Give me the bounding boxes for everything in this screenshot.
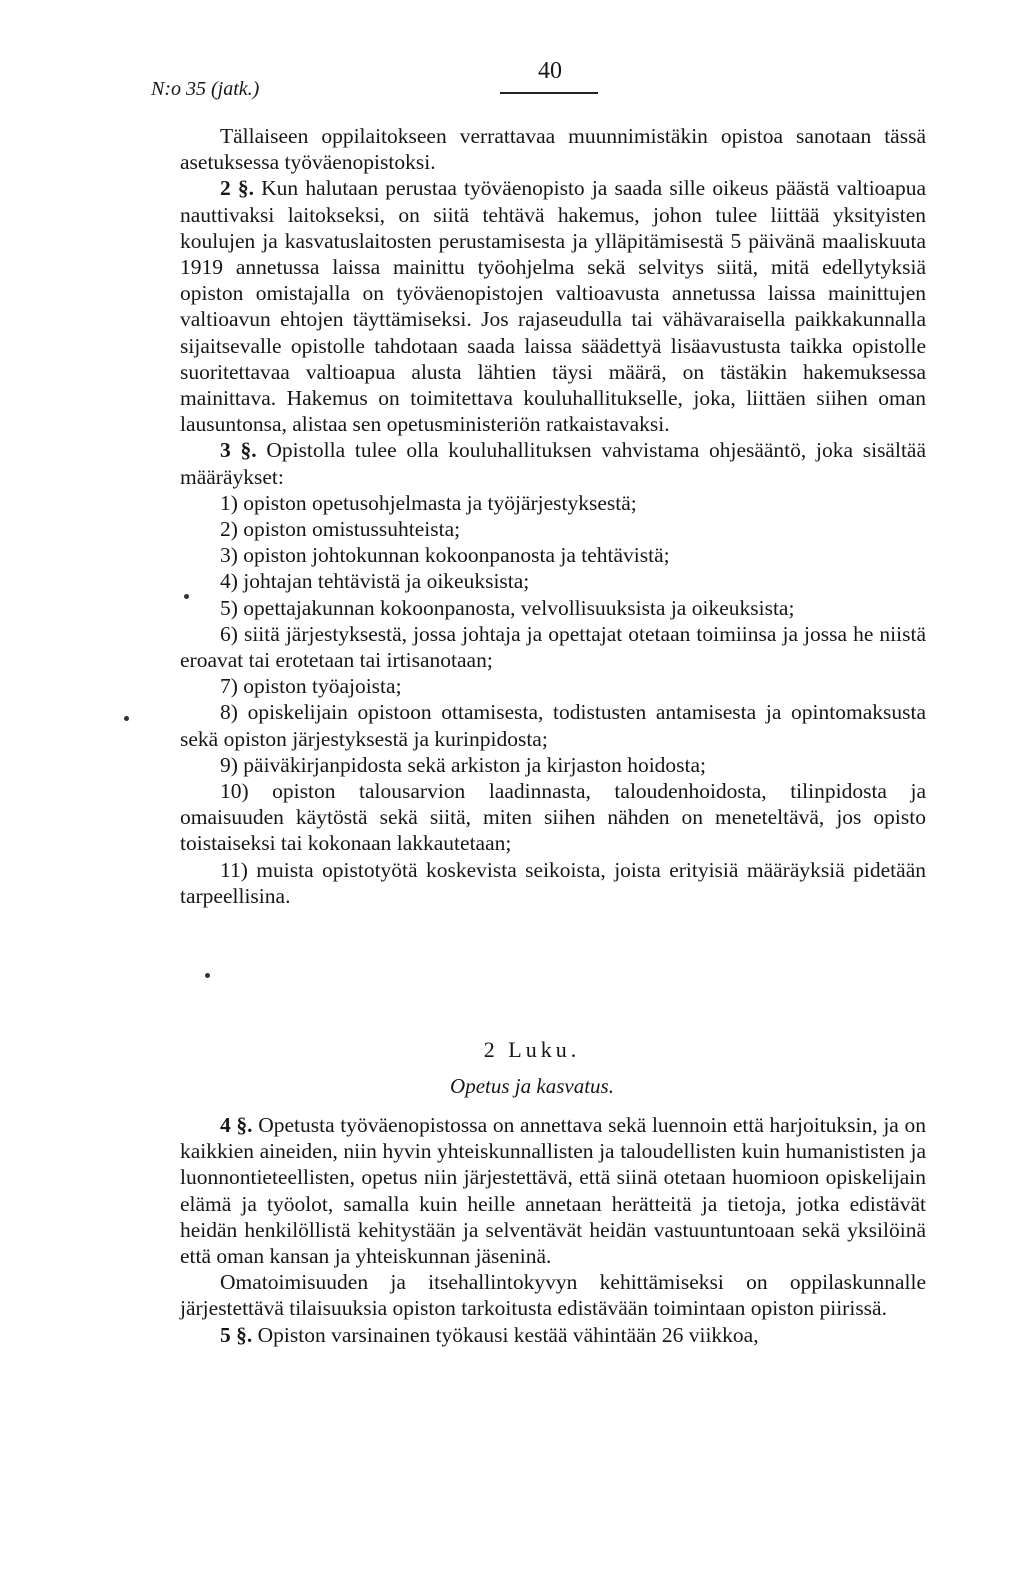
section-3-text: Opistolla tulee olla kouluhallituksen vahvistama ohjesääntö, joka sisältää määräykset: bbox=[180, 438, 927, 489]
section-3-item: 9) päiväkirjanpidosta sekä arkiston ja kirjaston hoidosta; bbox=[220, 752, 707, 777]
section-3-item: 7) opiston työajoista; bbox=[220, 674, 402, 699]
intro-paragraph: Tällaiseen oppilaitokseen verrattavaa muunnimistäkin opistoa sanotaan tässä asetuksessa työväenopistoksi. bbox=[180, 124, 926, 175]
section-3-item: 6) siitä järjestyksestä, jossa johtaja ja opettajat otetaan toimiinsa ja jossa he niistä eroavat tai erotetaan tai irtisanotaan; bbox=[180, 621, 926, 673]
section-3-paragraph bbox=[180, 437, 926, 489]
section-3-item: 3) opiston johtokunnan kokoonpanosta ja tehtävistä; bbox=[220, 543, 670, 568]
text-block-part-2 bbox=[180, 1112, 926, 1348]
section-5-text: Opiston varsinainen työkausi kestää vähintään 26 viikkoa, bbox=[257, 1322, 759, 1347]
section-3-item: 2) opiston omistussuhteista; bbox=[220, 517, 461, 542]
section-5-marker: 5 §. bbox=[220, 1322, 253, 1347]
margin-mark bbox=[205, 973, 210, 978]
section-2-text: Kun halutaan perustaa työväenopisto ja saada sille oikeus päästä valtioapua nauttivaksi laitokseksi, on siitä tehtävä hakemus, johon tulee liittää yksityisten koulujen ja kasvatuslaitosten perustamisesta ja ylläpitämisestä 5 päivänä maaliskuuta 1919 annetussa laissa mainittu työohjelma sekä selvitys siitä, mitä edellytyksiä opiston omistajalla on työväenopistojen valtioavusta annetussa laissa mainittujen valtioavun ehtojen täyttämiseksi. Jos rajaseudulla tai vähävaraisella paikkakunnalla sijaitsevalle opistolle tahdotaan saada laissa säädettyä lisäavustusta taikka opistolle suoritettavaa valtioapua alusta lähtien täysi määrä, on tästäkin hakemuksessa mainittava. Hakemus on toimitettava kouluhallitukselle, joka, liittäen siihen oman lausuntonsa, alistaa sen opetusministeriön ratkaistavaksi. bbox=[180, 176, 927, 437]
section-3-item: 5) opettajakunnan kokoonpanosta, velvollisuuksista ja oikeuksista; bbox=[220, 595, 795, 620]
section-3-marker: 3 §. bbox=[220, 438, 257, 463]
section-2-paragraph bbox=[180, 175, 926, 437]
chapter-number: 2 Luku. bbox=[483, 1037, 581, 1062]
page-number-rule bbox=[500, 92, 598, 94]
section-5-paragraph bbox=[180, 1322, 926, 1348]
section-3-item: 11) muista opistotyötä koskevista seikoista, joista erityisiä määräyksiä pidetään tarpeellisina. bbox=[180, 857, 926, 908]
section-3-item: 4) johtajan tehtävistä ja oikeuksista; bbox=[220, 569, 530, 594]
page-number: 40 bbox=[538, 58, 562, 84]
section-4-text: Opetusta työväenopistossa on annettava sekä luennoin että harjoituksin, ja on kaikkien aineiden, niin hyvin yhteiskunnallisten ja taloudellisten kuin humanististen ja luonnontieteellisten, opetus niin järjestettävä, että siinä otetaan huomioon opiskelijain elämä ja työolot, samalla kuin heille annetaan herätteitä ja tietoja, jotka edistävät heidän henkilöllistä kehitystään ja selventävät heidän vastuuntuntoaan sekä yksilöinä että oman kansan ja yhteiskunnan jäseninä. bbox=[180, 1113, 926, 1269]
chapter-title: Opetus ja kasvatus. bbox=[450, 1074, 614, 1098]
section-4-paragraph bbox=[180, 1112, 926, 1269]
running-head: N:o 35 (jatk.) bbox=[151, 78, 260, 100]
section-3-item: 1) opiston opetusohjelmasta ja työjärjestyksestä; bbox=[220, 490, 637, 515]
section-4-paragraph-2: Omatoimisuuden ja itsehallintokyvyn kehittämiseksi on oppilaskunnalle järjestettävä tilaisuuksia opiston tarkoitusta edistävään toimintaan opiston piirissä. bbox=[180, 1270, 926, 1321]
section-2-marker: 2 §. bbox=[220, 176, 255, 201]
section-4-marker: 4 §. bbox=[220, 1113, 253, 1137]
margin-mark bbox=[124, 716, 129, 721]
text-block-part-1 bbox=[180, 123, 926, 909]
section-3-item: 10) opiston talousarvion laadinnasta, taloudenhoidosta, tilinpidosta ja omaisuuden käytöstä sekä siitä, miten siihen nähden on meneteltävä, jos opisto toistaiseksi tai kokonaan lakkautetaan; bbox=[180, 779, 926, 856]
section-3-item: 8) opiskelijain opistoon ottamisesta, todistusten antamisesta ja opintomaksusta sekä opiston järjestyksestä ja kurinpidosta; bbox=[180, 700, 926, 751]
